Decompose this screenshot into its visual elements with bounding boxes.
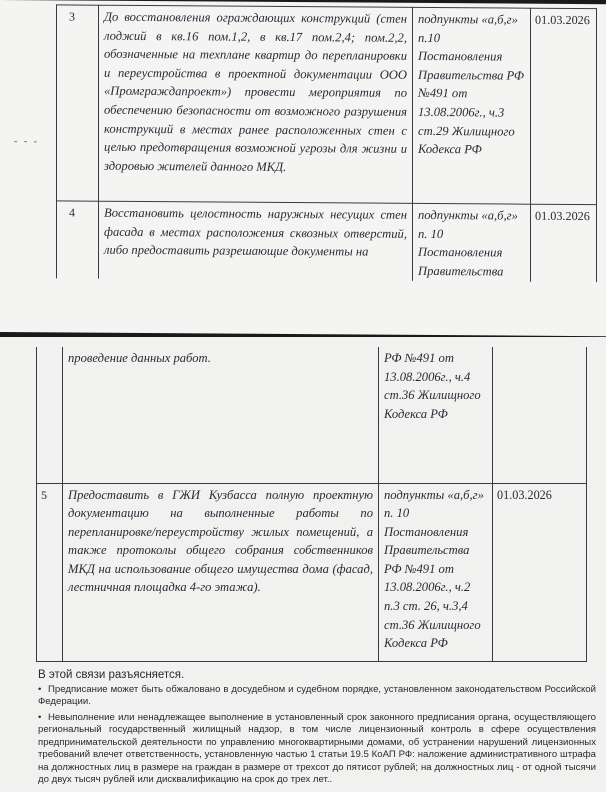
row-number: 4 [57,201,99,279]
footer-note: • Невыполнение или ненадлежащее выполнение в установленный срок законного предписания органа, осуществляющего региональный государственный жилищный надзор, в том числе лицензионный контроль в сфере осуществления предпринимательской деятельности по управлению многоквартирными домами, об устранении нарушений лицензионных требований влечет ответственность, установленную частью 1 статьи 19.5 КоАП РФ: наложение административного штрафа на должностных лиц в размере на граждан в размере от трехсот до пятисот рублей; на должностных лиц - от одной тысячи до двух тысяч рублей или дисквалификацию на срок до трех лет.. [38,711,596,785]
requirement-text: Восстановить целостность наружных несущих стен фасада в местах расположения сквозных отверстий, либо предоставить разрешающие документы на [99,201,413,281]
requirement-text: До восстановления ограждающих конструкций (стен лоджий в кв.16 пом.1,2, в кв.17 пом.2,4; пом.2,2, обозначенные на техплане квартир до перепланировки и переустройства в проектной документации ООО «Промграждапроект») провести мероприятия по обеспечению безопасности от возможного разрушения конструкций в местах ранее расположенных стен с целью предотвращения возможной угрозы для жизни и здоровью жителей данного МКД. [99,5,413,203]
due-date: 01.03.2026 [531,204,597,282]
row-number: 3 [57,5,99,201]
footer-note: • Предписание может быть обжаловано в досудебном и судебном порядке, установленном законодательством Российской Федерации. [38,683,596,707]
row-number: 5 [37,483,63,661]
legal-basis: подпункты «а,б,г» п. 10 Постановления Правительства [413,203,531,282]
legal-basis: РФ №491 от 13.08.2006г., ч.4 ст.36 Жилищного Кодекса РФ [379,347,493,483]
due-date: 01.03.2026 [493,483,587,661]
legal-basis: подпункты «а,б,г» п. 10 Постановления Правительства РФ №491 от 13.08.2006г., ч.2 п.3 ст. 26, ч.3,4 ст.36 Жилищного Кодекса РФ [379,483,493,661]
due-date-empty [493,347,587,483]
requirement-text: Предоставить в ГЖИ Кузбасса полную проектную документацию на выполненные работы по перепланировке/переустройству жилых помещений, а также протоколы общего собрания собственников МКД на использование общего имущества дома (фасад, лестничная площадка 4-го этажа). [63,483,379,661]
table-row [57,201,597,283]
margin-mark: - - - [14,136,39,148]
prescription-table-part-1 [56,4,597,282]
requirement-text: проведение данных работ. [63,347,379,483]
legal-basis: подпункты «а,б,г» п.10 Постановления Правительства РФ №491 от 13.08.2006г., ч.3 ст.29 Жилищного Кодекса РФ [413,7,531,204]
explanation-footer [38,669,596,790]
due-date: 01.03.2026 [531,8,597,204]
table-row [57,5,597,205]
table-row [37,483,587,661]
table-row-continuation [37,347,587,483]
document-page-1 [0,0,606,336]
footer-heading: В этой связи разъясняется. [38,669,185,681]
row-number-empty [37,347,63,483]
prescription-table-part-2 [36,347,587,662]
document-page-2 [0,337,606,792]
